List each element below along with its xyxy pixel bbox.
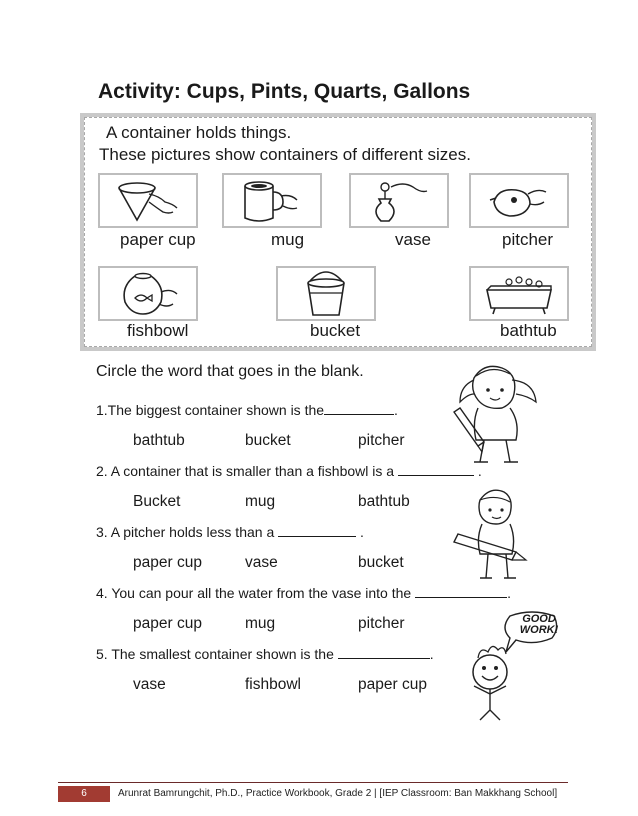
label-mug: mug xyxy=(271,230,305,249)
label-bathtub: bathtub xyxy=(500,321,557,340)
question-4-end: . xyxy=(507,585,511,601)
vase-icon xyxy=(369,177,429,225)
intro-line-2: These pictures show containers of different sizes. xyxy=(99,145,471,164)
option-q4-2[interactable]: mug xyxy=(245,615,276,632)
intro-line-1: A container holds things. xyxy=(106,123,292,142)
question-1-text: 1.The biggest container shown is the xyxy=(96,402,325,418)
label-fishbowl: fishbowl xyxy=(127,321,189,340)
question-1-end: . xyxy=(394,402,398,418)
bucket-picture xyxy=(276,266,376,321)
bubble-line-2: WORK! xyxy=(519,624,559,636)
mug-picture xyxy=(222,173,322,228)
question-4 xyxy=(96,585,511,601)
answer-blank xyxy=(415,585,507,598)
option-q5-3[interactable]: paper cup xyxy=(358,676,427,693)
question-2-end: . xyxy=(477,463,482,479)
question-3-text: 3. A pitcher holds less than a xyxy=(96,524,275,540)
answer-blank xyxy=(324,402,394,415)
question-5-text: 5. The smallest container shown is the xyxy=(96,646,334,662)
option-q4-3[interactable]: pitcher xyxy=(358,615,405,632)
answer-blank xyxy=(278,524,356,537)
option-q1-3[interactable]: pitcher xyxy=(358,432,405,449)
paper-cup-icon xyxy=(113,178,183,224)
bathtub-picture xyxy=(469,266,569,321)
question-4-text: 4. You can pour all the water from the vase into the xyxy=(96,585,412,601)
option-q3-2[interactable]: vase xyxy=(245,554,278,571)
option-q2-1[interactable]: Bucket xyxy=(133,493,181,510)
question-2-text: 2. A container that is smaller than a fishbowl is a xyxy=(96,463,395,479)
page-title: Activity: Cups, Pints, Quarts, Gallons xyxy=(98,80,471,103)
fishbowl-icon xyxy=(113,270,183,318)
vase-picture xyxy=(349,173,449,228)
girl-with-pencil-illustration xyxy=(448,360,548,470)
option-q1-1[interactable]: bathtub xyxy=(133,432,185,449)
label-bucket: bucket xyxy=(310,321,361,340)
question-1 xyxy=(96,402,398,418)
fishbowl-picture xyxy=(98,266,198,321)
label-pitcher: pitcher xyxy=(502,230,554,249)
bucket-icon xyxy=(296,269,356,319)
label-vase: vase xyxy=(395,230,431,249)
option-q5-1[interactable]: vase xyxy=(133,676,166,693)
option-q5-2[interactable]: fishbowl xyxy=(245,676,301,693)
question-2 xyxy=(96,463,482,479)
footer-rule xyxy=(58,782,568,783)
label-paper-cup: paper cup xyxy=(120,230,196,249)
option-q1-2[interactable]: bucket xyxy=(245,432,291,449)
good-work-bubble-text xyxy=(519,614,559,636)
footer-text: Arunrat Bamrungchit, Ph.D., Practice Workbook, Grade 2 | [IEP Classroom: Ban Makkhang School] xyxy=(118,788,558,799)
page-number: 6 xyxy=(58,786,110,802)
pitcher-picture xyxy=(469,173,569,228)
paper-cup-picture xyxy=(98,173,198,228)
question-5-end: . xyxy=(429,646,434,662)
option-q2-3[interactable]: bathtub xyxy=(358,493,410,510)
option-q2-2[interactable]: mug xyxy=(245,493,276,510)
boy-with-pencil-illustration xyxy=(452,486,542,586)
option-q4-1[interactable]: paper cup xyxy=(133,615,202,632)
instruction-text: Circle the word that goes in the blank. xyxy=(96,363,364,380)
option-q3-1[interactable]: paper cup xyxy=(133,554,202,571)
pitcher-icon xyxy=(484,178,554,224)
answer-blank xyxy=(338,646,430,659)
option-q3-3[interactable]: bucket xyxy=(358,554,404,571)
bubble-line-1: GOOD xyxy=(522,613,556,625)
question-3 xyxy=(96,524,364,540)
question-5 xyxy=(96,646,434,662)
mug-icon xyxy=(237,178,307,224)
bathtub-icon xyxy=(479,272,559,316)
question-3-end: . xyxy=(360,524,364,540)
